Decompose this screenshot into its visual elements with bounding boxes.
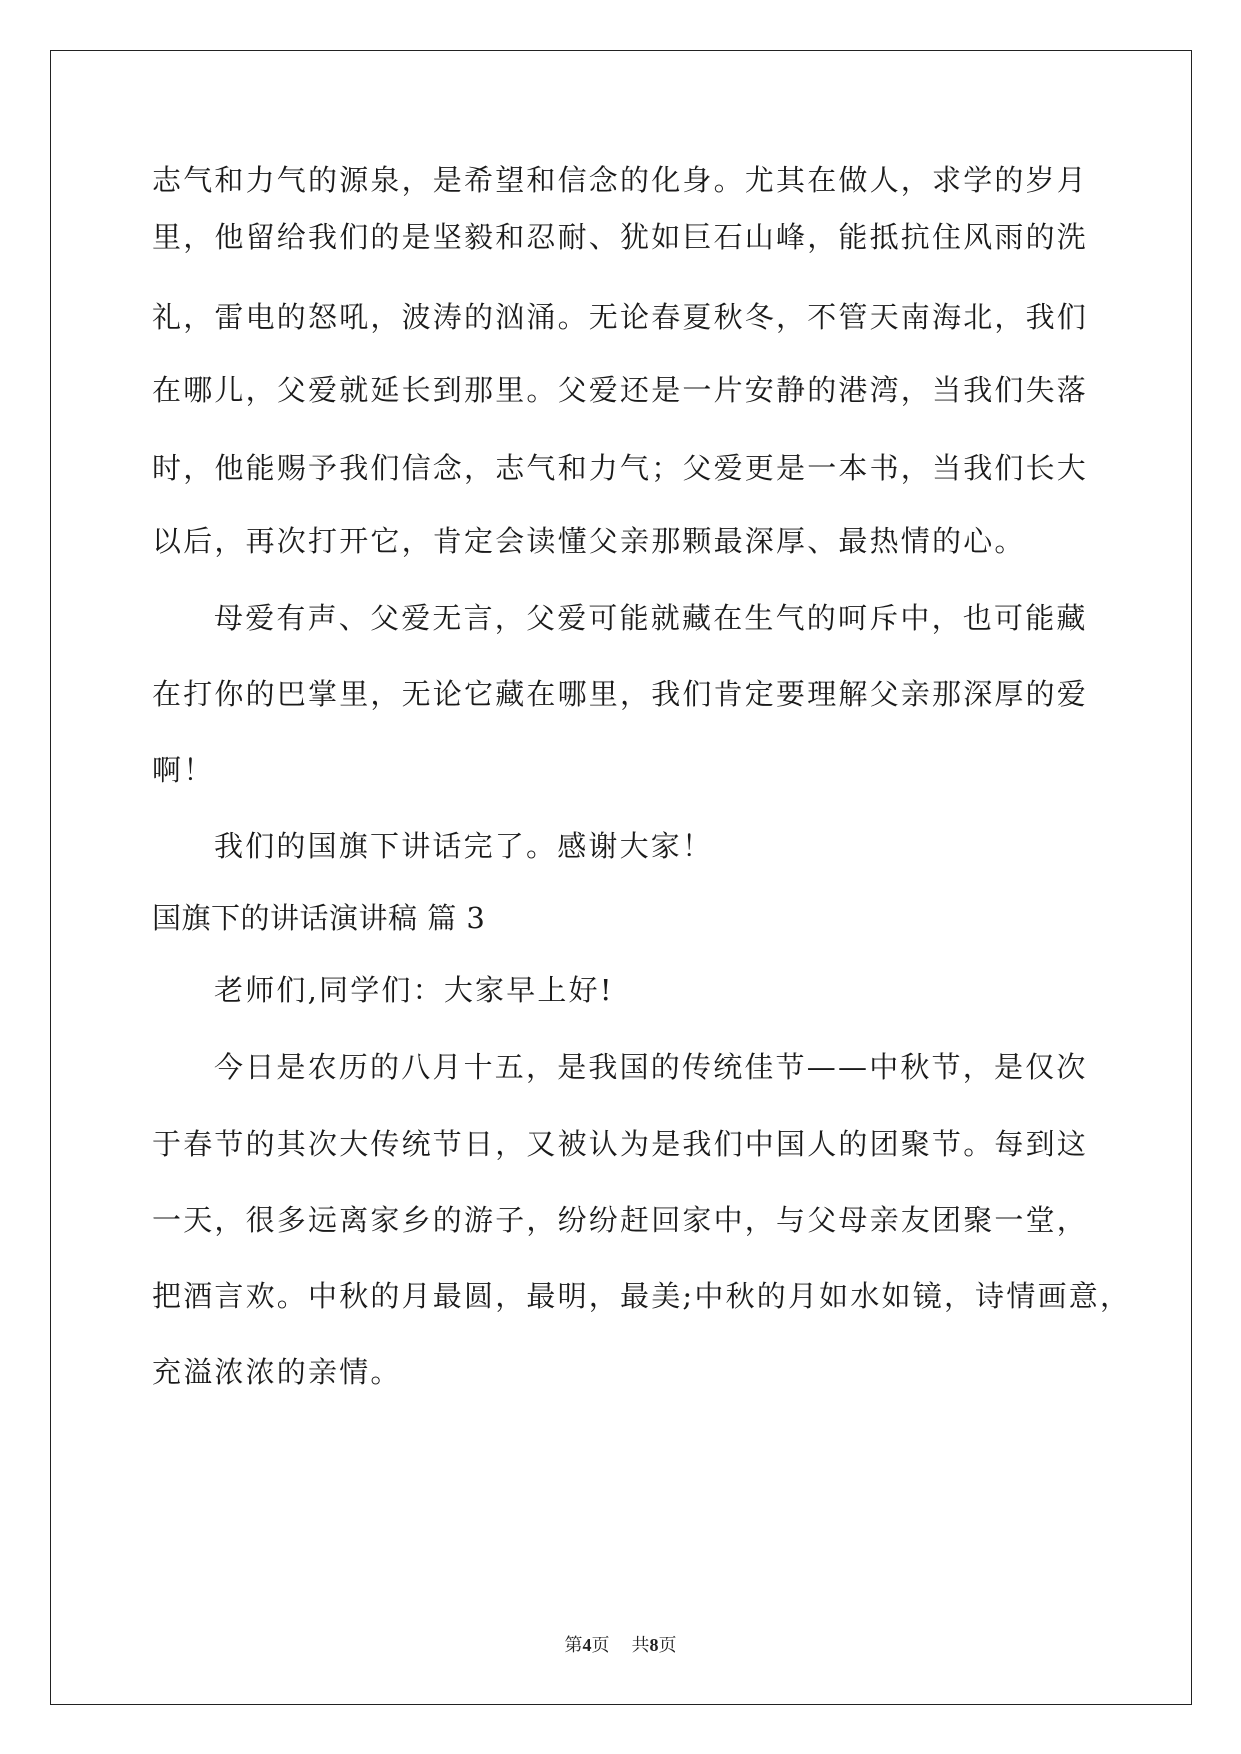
- paragraph-line-3: 啊！: [152, 753, 215, 787]
- total-suffix: 页: [658, 1635, 677, 1655]
- body-line-4: 在哪儿，父爱就延长到那里。父爱还是一片安静的港湾，当我们失落: [152, 373, 1089, 407]
- body-line-1: 志气和力气的源泉，是希望和信念的化身。尤其在做人，求学的岁月: [152, 163, 1089, 197]
- body-line-3: 礼，雷电的怒吼，波涛的汹涌。无论春夏秋冬，不管天南海北，我们: [152, 300, 1089, 334]
- section-heading: 国旗下的讲话演讲稿 篇 3: [152, 901, 486, 935]
- body-line-2: 里，他留给我们的是坚毅和忍耐、犹如巨石山峰，能抵抗住风雨的洗: [152, 220, 1089, 254]
- page-suffix: 页: [591, 1635, 610, 1655]
- total-pages: 8: [649, 1635, 659, 1655]
- page-prefix: 第: [564, 1635, 583, 1655]
- total-prefix: 共: [631, 1635, 650, 1655]
- greeting-line: 老师们,同学们：大家早上好!: [214, 973, 614, 1007]
- page-number: 4: [582, 1635, 592, 1655]
- speech-line-3: 一天，很多远离家乡的游子，纷纷赶回家中，与父母亲友团聚一堂，: [152, 1203, 1089, 1237]
- speech-line-5: 充溢浓浓的亲情。: [152, 1355, 402, 1389]
- paragraph-line-1: 母爱有声、父爱无言，父爱可能就藏在生气的呵斥中，也可能藏: [214, 601, 1088, 635]
- paragraph-line-2: 在打你的巴掌里，无论它藏在哪里，我们肯定要理解父亲那深厚的爱: [152, 677, 1089, 711]
- body-line-6: 以后，再次打开它，肯定会读懂父亲那颗最深厚、最热情的心。: [152, 524, 1026, 558]
- speech-line-4: 把酒言欢。中秋的月最圆，最明，最美;中秋的月如水如镜，诗情画意，: [152, 1279, 1132, 1313]
- page-footer: [0, 1633, 1241, 1657]
- body-line-5: 时，他能赐予我们信念，志气和力气；父爱更是一本书，当我们长大: [152, 451, 1089, 485]
- speech-line-2: 于春节的其次大传统节日，又被认为是我们中国人的团聚节。每到这: [152, 1127, 1089, 1161]
- speech-line-1: 今日是农历的八月十五，是我国的传统佳节——中秋节，是仅次: [214, 1050, 1088, 1084]
- closing-line: 我们的国旗下讲话完了。感谢大家！: [214, 829, 714, 863]
